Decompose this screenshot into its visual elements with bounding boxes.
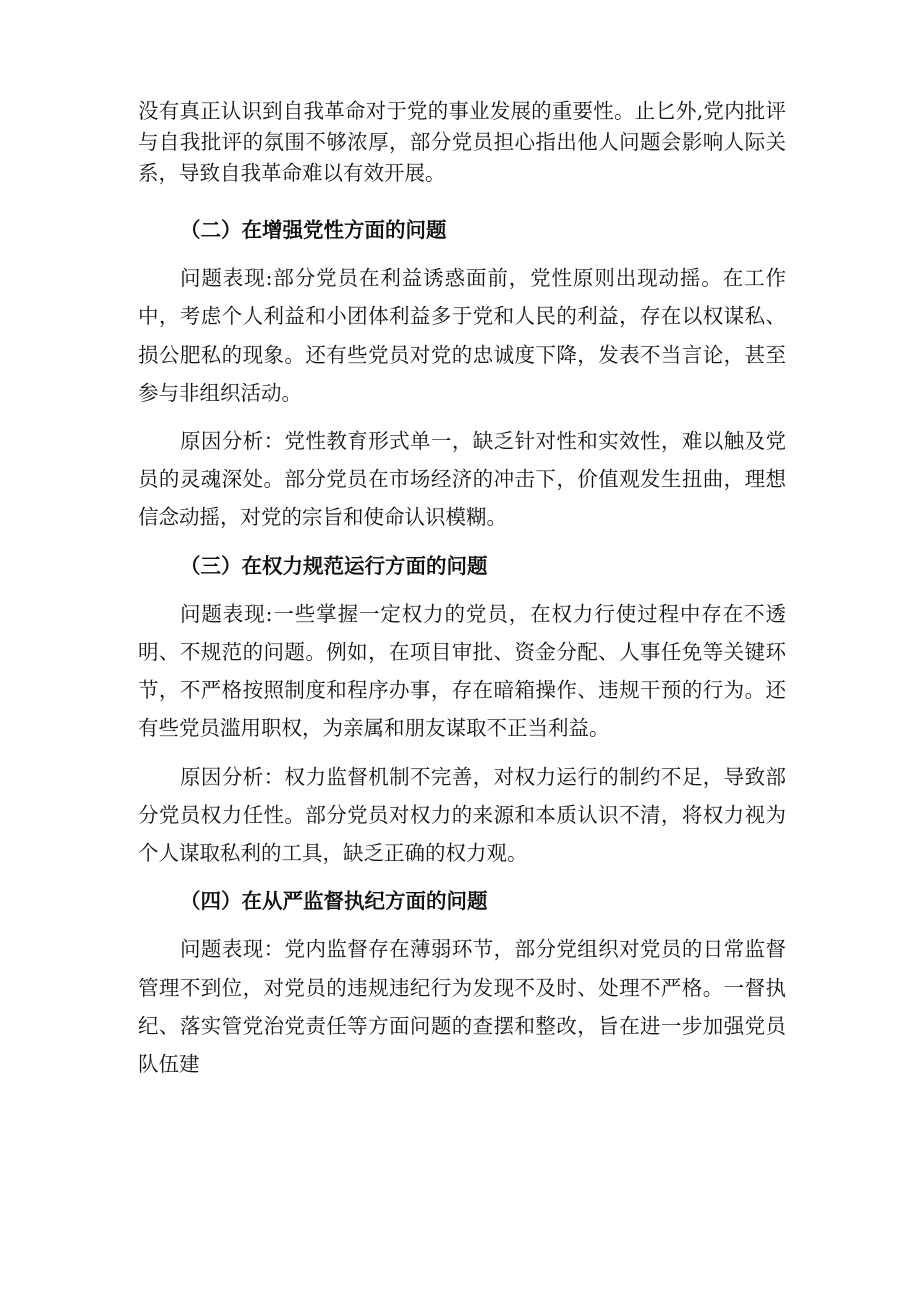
document-body: [138, 96, 786, 1093]
paragraph-problem-2: 问题表现:部分党员在利益诱惑面前，党性原则出现动摇。在工作中，考虑个人利益和小团体利益多于党和人民的利益，存在以权谋私、损公肥私的现象。还有些党员对党的忠诚度下降，发表不当言论，甚至参与非组织活动。: [138, 266, 786, 405]
paragraph-problem-4: 问题表现：党内监督存在薄弱环节，部分党组织对党员的日常监督管理不到位，对党员的违规违纪行为发现不及时、处理不严格。一督执纪、落实管党治党责任等方面问题的查摆和整改，旨在进一步加强党员队伍建: [138, 937, 786, 1077]
section-heading-3: （三）在权力规范运行方面的问题: [180, 553, 488, 578]
section-heading-2: （二）在增强党性方面的问题: [180, 218, 447, 242]
paragraph-cause-3: 原因分析：权力监督机制不完善，对权力运行的制约不足，导致部分党员权力任性。部分党员对权力的来源和本质认识不清，将权力视为个人谋取私利的工具，缺乏正确的权力观。: [138, 764, 786, 866]
paragraph-cause-2: 原因分析：党性教育形式单一，缺乏针对性和实效性，难以触及党员的灵魂深处。部分党员在市场经济的冲击下，价值观发生扭曲，理想信念动摇，对党的宗旨和使命认识模糊。: [138, 429, 786, 530]
paragraph-problem-3: 问题表现:一些掌握一定权力的党员，在权力行使过程中存在不透明、不规范的问题。例如，在项目审批、资金分配、人事任免等关键环节，不严格按照制度和程序办事，存在暗箱操作、违规干预的行为。还有些党员滥用职权，为亲属和朋友谋取不正当利益。: [138, 601, 786, 741]
section-heading-4: （四）在从严监督执纪方面的问题: [180, 889, 488, 914]
paragraph-continued: 没有真正认识到自我革命对于党的事业发展的重要性。止匕外,党内批评与自我批评的氛围不够浓厚，部分党员担心指出他人问题会影响人际关系，导致自我革命难以有效开展。: [138, 99, 786, 185]
